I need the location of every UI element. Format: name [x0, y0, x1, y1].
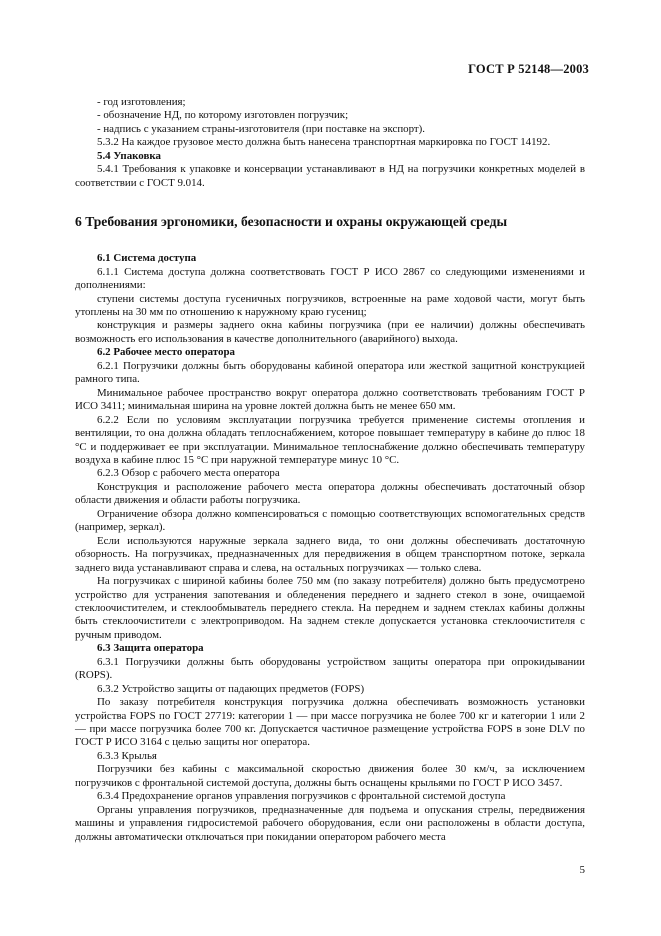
page-number: 5	[579, 864, 585, 876]
paragraph: На погрузчиках с шириной кабины более 750 мм (по заказу потребителя) должно быть предусмотрено устройство для устранения запотевания и обледенения переднего и заднего стекол в зоне, очищаемой стеклоочистителем, и стеклообмыватель переднего стекла. На переднем и заднем стеклах кабины должны быть стеклоочистители с электроприводом. На заднем стекле допускается установка стеклоочистителя с ручным приводом.	[75, 575, 585, 641]
paragraph: 6.2.1 Погрузчики должны быть оборудованы кабиной оператора или жесткой защитной конструкцией рамного типа.	[75, 359, 585, 386]
paragraph: - год изготовления;	[97, 96, 186, 108]
paragraph: 5.4.1 Требования к упаковке и консервации устанавливают в НД на погрузчики конкретных моделей в соответствии с ГОСТ 9.014.	[75, 163, 585, 189]
paragraph: 6.3.2 Устройство защиты от падающих предметов (FOPS)	[97, 682, 365, 695]
paragraph: 5.3.2 На каждое грузовое место должна быть нанесена транспортная маркировка по ГОСТ 14192.	[97, 136, 551, 149]
paragraph: По заказу потребителя конструкция погрузчика должна обеспечивать возможность установки устройства FOPS по ГОСТ 27719: категории 1 — при массе погрузчика не более 700 кг и категории 1 или 2 — при массе погрузчика более 700 кг. Допускается частичное размещение устройства FOPS в зоне DLV по ГОСТ Р ИСО 3164 с целью защиты ног оператора.	[75, 696, 585, 749]
paragraph: 6.2.2 Если по условиям эксплуатации погрузчика требуется применение системы отопления и вентиляции, то она должна обладать теплоснабжением, которое повышает температуру в кабине до плюс 18 °С и поддерживает ее при эксплуатации. Минимальное теплоснабжение должно обеспечивать температуру воздуха в кабине плюс 15 °С при наружной температуре минус 10 °С.	[75, 413, 585, 466]
paragraph: Органы управления погрузчиков, предназначенные для подъема и опускания стрелы, передвижения машины и управления гидросистемой рабочего оборудования, если они расположены в области доступа, должны автоматически отключаться при покидании оператором рабочего места	[75, 803, 585, 843]
paragraph: - обозначение НД, по которому изготовлен погрузчик;	[97, 109, 349, 122]
paragraph: 6.3.3 Крылья	[97, 749, 157, 762]
subsection-heading: 5.4 Упаковка	[97, 149, 161, 162]
page-body	[75, 96, 585, 844]
paragraph: Если используются наружные зеркала заднего вида, то они должны обеспечивать достаточную обзорность. На погрузчиках, предназначенных для передвижения в общем транспортном потоке, зеркала заднего вида устанавливают справа и слева, на остальных погрузчиках — только слева.	[75, 534, 585, 574]
paragraph: Погрузчики без кабины с максимальной скоростью движения более 30 км/ч, за исключением погрузчиков с фронтальной системой доступа, должны быть оснащены крыльями по ГОСТ Р ИСО 3457.	[75, 763, 585, 789]
subsection-heading: 6.2 Рабочее место оператора	[97, 346, 235, 359]
subsection-heading: 6.3 Защита оператора	[97, 642, 204, 655]
paragraph: ступени системы доступа гусеничных погрузчиков, встроенные на раме ходовой части, могут быть утоплены на 30 мм по отношению к наружному краю гусениц;	[75, 292, 585, 318]
paragraph: 6.3.4 Предохранение органов управления погрузчиков с фронтальной системой доступа	[97, 790, 506, 803]
paragraph: конструкция и размеры заднего окна кабины погрузчика (при ее наличии) должны обеспечивать возможность его использования в качестве дополнительного (аварийного) выхода.	[75, 319, 585, 345]
paragraph: 6.3.1 Погрузчики должны быть оборудованы устройством защиты оператора при опрокидывании (ROPS).	[75, 655, 585, 682]
doc-code-header: ГОСТ Р 52148—2003	[468, 62, 589, 76]
paragraph: Ограничение обзора должно компенсироваться с помощью соответствующих вспомогательных средств (например, зеркал).	[75, 507, 585, 534]
subsection-heading: 6.1 Система доступа	[97, 252, 197, 265]
paragraph: - надпись с указанием страны-изготовителя (при поставке на экспорт).	[97, 122, 425, 135]
paragraph: 6.1.1 Система доступа должна соответствовать ГОСТ Р ИСО 2867 со следующими изменениями и дополнениями:	[75, 265, 585, 292]
paragraph: Минимальное рабочее пространство вокруг оператора должно соответствовать требованиям ГОСТ Р ИСО 3411; минимальная ширина на уровне локтей должна быть не менее 650 мм.	[75, 386, 585, 413]
paragraph: 6.2.3 Обзор с рабочего места оператора	[97, 467, 280, 480]
paragraph: Конструкция и расположение рабочего места оператора должны обеспечивать достаточный обзор области движения и области работы погрузчика.	[75, 480, 585, 507]
section-title: 6 Требования эргономики, безопасности и охраны окружающей среды	[75, 214, 508, 230]
